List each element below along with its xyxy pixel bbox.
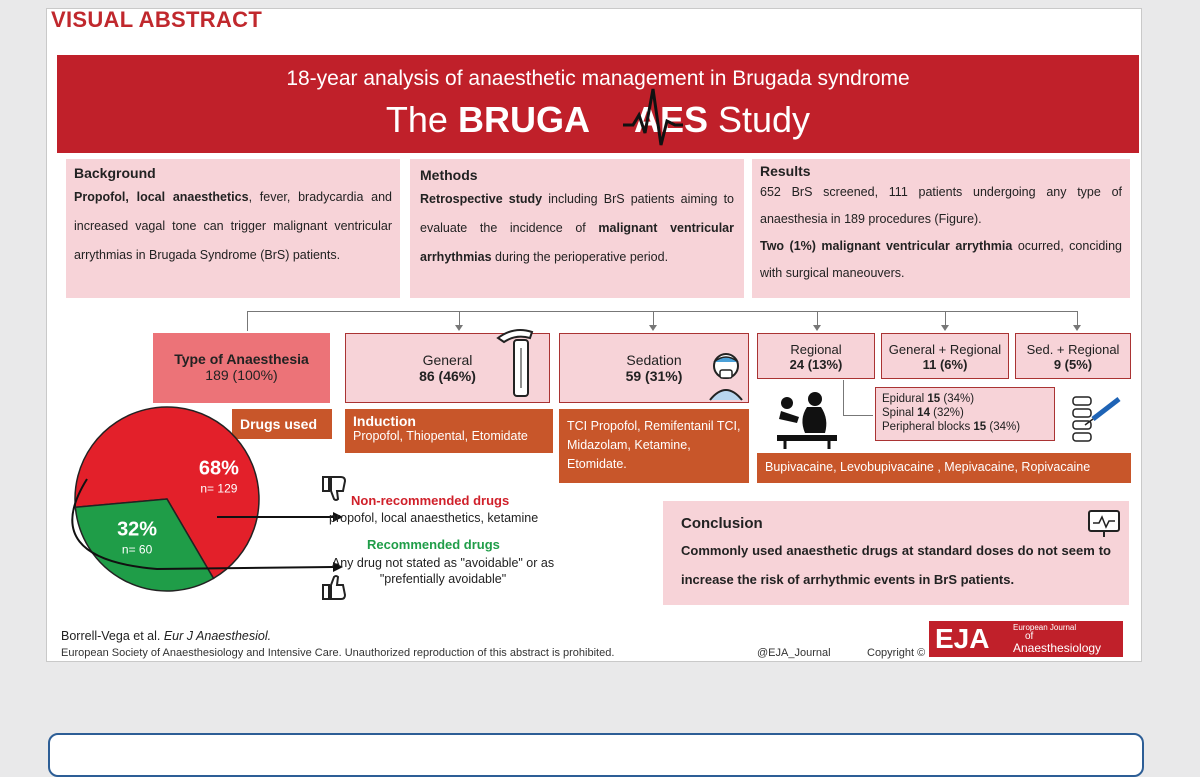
citation	[61, 629, 271, 643]
banner-title	[57, 99, 1139, 141]
eja-logo	[929, 621, 1123, 657]
spinal-row	[882, 406, 1048, 420]
drugs-used-label: Drugs used	[232, 409, 332, 439]
background-box	[66, 159, 400, 298]
connector-genreg	[945, 311, 946, 326]
epidural-row	[882, 392, 1048, 406]
copyright: Copyright ©	[867, 647, 926, 659]
society-notice: European Society of Anaesthesiology and Intensive Care. Unauthorized reproduction of this abstract is prohibited.	[61, 647, 615, 659]
connector-sedreg	[1077, 311, 1078, 326]
title-banner	[57, 55, 1139, 153]
eja-logo-text: EJA	[935, 623, 990, 654]
arrow-genreg	[941, 325, 949, 331]
pie-label-0: 68%	[198, 457, 239, 480]
regional-box	[757, 333, 875, 379]
monitor-icon	[1087, 509, 1121, 539]
connector-general	[459, 311, 460, 326]
journal-line2: of	[1025, 631, 1034, 642]
thumbs-down-icon	[319, 473, 349, 503]
induction-heading: Induction	[353, 413, 416, 429]
epidural-pct: (34%)	[940, 393, 975, 405]
peripheral-label: Peripheral blocks	[882, 421, 974, 433]
title-post: Study	[708, 99, 811, 140]
visual-abstract-card	[46, 8, 1142, 662]
general-box	[345, 333, 550, 403]
sed-regional-box	[1015, 333, 1131, 379]
thumbs-up-icon	[319, 573, 349, 603]
sedreg-label: Sed. + Regional	[1026, 342, 1120, 357]
methods-heading: Methods	[420, 167, 478, 183]
background-rest: , fever, bradycardia and increased vagal tone can trigger malignant ventricular arrythmias in Brugada Syndrome (BrS) patients.	[74, 190, 393, 262]
connector-regional	[817, 311, 818, 326]
laryngoscope-icon	[494, 324, 538, 404]
rec-text: Any drug not stated as "avoidable" or as "prefentially avoidable"	[331, 556, 555, 586]
title-bold: BRUGA	[457, 99, 590, 140]
general-label: General	[422, 352, 473, 368]
connector-sedation	[653, 311, 654, 326]
results-heading: Results	[760, 163, 811, 179]
conclusion-heading: Conclusion	[681, 515, 763, 532]
connector-detail	[843, 380, 844, 415]
nonrec-text: propofol, local anaesthetics, ketamine	[329, 511, 539, 525]
results-box	[752, 159, 1130, 298]
peripheral-row	[882, 420, 1048, 434]
induction-drugs: Propofol, Thiopental, Etomidate	[353, 429, 528, 443]
drug-pie-chart	[47, 389, 347, 619]
background-heading: Background	[74, 165, 156, 181]
visual-abstract-label: VISUAL ABSTRACT	[51, 7, 263, 32]
nonrec-heading: Non-recommended drugs	[351, 493, 510, 508]
sedation-value: 59 (31%)	[625, 368, 683, 384]
general-value: 86 (46%)	[419, 368, 476, 384]
regional-procedure-icon	[771, 389, 843, 451]
induction-box	[345, 409, 553, 453]
type-label: Type of Anaesthesia	[174, 351, 309, 367]
background-bold: Propofol, local anaesthetics	[74, 190, 249, 204]
sedation-drugs-box: TCI Propofol, Remifentanil TCI, Midazolam, Ketamine, Etomidate.	[559, 409, 749, 483]
genreg-value: 11 (6%)	[922, 357, 968, 372]
rec-heading: Recommended drugs	[367, 537, 500, 552]
sedation-label: Sedation	[626, 352, 682, 368]
arrow-general	[455, 325, 463, 331]
epidural-n: 15	[927, 393, 941, 405]
title-pre: The	[385, 99, 458, 140]
genreg-label: General + Regional	[888, 342, 1002, 357]
results-rest: ocurred, conciding with surgical maneouvers.	[760, 239, 1122, 280]
citation-journal: Eur J Anaesthesiol.	[163, 629, 272, 643]
arrow-sedreg	[1073, 325, 1081, 331]
connector-horizontal	[247, 311, 1077, 312]
peripheral-pct: (34%)	[986, 421, 1021, 433]
sedreg-value: 9 (5%)	[1053, 357, 1093, 372]
peripheral-n: 15	[973, 421, 987, 433]
methods-box	[410, 159, 744, 298]
connector-type	[247, 311, 248, 331]
spine-syringe-icon	[1065, 393, 1123, 445]
conclusion-box	[663, 501, 1129, 605]
methods-bold2: malignant ventricular arrhythmias	[420, 221, 734, 264]
conclusion-text: Commonly used anaesthetic drugs at standard doses do not seem to increase the risk of arrhythmic events in BrS patients.	[681, 543, 1111, 587]
results-bold: Two (1%) malignant ventricular arrythmia	[760, 239, 1013, 253]
background-text	[74, 183, 392, 270]
methods-rest2: during the perioperative period.	[491, 250, 669, 264]
journal-line3: Anaesthesiology	[1013, 641, 1102, 655]
pie-label-1: 32%	[117, 518, 158, 541]
results-text2	[760, 233, 1122, 287]
epidural-label: Epidural	[882, 393, 928, 405]
pie-count-0: n= 129	[200, 481, 238, 496]
patient-mask-icon	[706, 350, 746, 402]
methods-text	[420, 185, 734, 272]
spinal-label: Spinal	[882, 407, 918, 419]
results-text1: 652 BrS screened, 111 patients undergoing any type of anaesthesia in 189 procedures (Figure).	[760, 185, 1122, 226]
sedation-box	[559, 333, 749, 403]
regional-label: Regional	[790, 342, 842, 357]
methods-rest1: including BrS patients aiming to evaluate the incidence of	[420, 192, 734, 235]
general-regional-box	[881, 333, 1009, 379]
pie-count-1: n= 60	[121, 542, 153, 557]
methods-bold1: Retrospective study	[420, 192, 543, 206]
citation-authors: Borrell-Vega et al.	[61, 629, 164, 643]
title-bold2: AES	[633, 99, 708, 140]
spinal-n: 14	[917, 407, 930, 419]
comment-input-box[interactable]	[48, 733, 1144, 777]
type-value: 189 (100%)	[205, 367, 278, 383]
regional-detail-box	[875, 387, 1055, 441]
twitter-handle: @EJA_Journal	[757, 647, 831, 659]
arrow-regional	[813, 325, 821, 331]
journal-line1: European Journal	[1013, 623, 1077, 632]
banner-subtitle: 18-year analysis of anaesthetic management in Brugada syndrome	[286, 67, 910, 90]
regional-value: 24 (13%)	[789, 357, 843, 372]
arrow-sedation	[649, 325, 657, 331]
spinal-pct: (32%)	[929, 407, 964, 419]
connector-detail-h	[843, 415, 873, 416]
regional-drugs-box: Bupivacaine, Levobupivacaine , Mepivacaine, Ropivacaine	[757, 453, 1131, 483]
ecg-wave-icon	[623, 85, 683, 149]
